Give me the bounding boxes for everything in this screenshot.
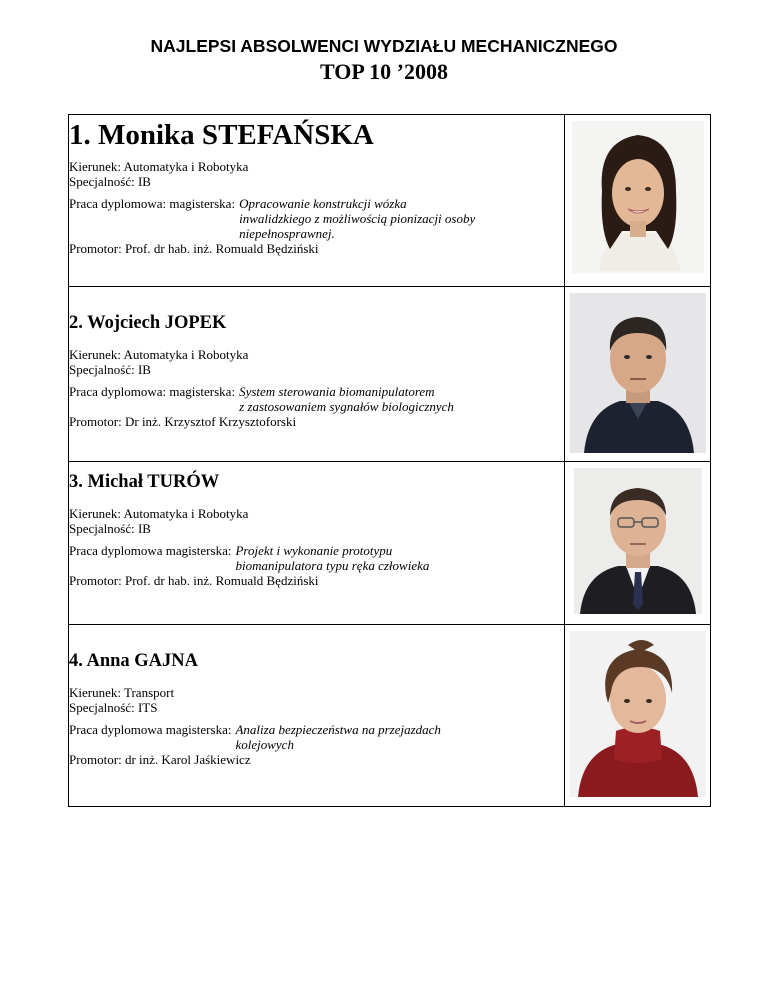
thesis-label: Praca dyplomowa magisterska:	[69, 722, 232, 737]
portrait-woman-icon	[570, 631, 706, 797]
thesis-title: Opracowanie konstrukcji wózka inwalidzkiego z możliwością pionizacji osoby niepełnosprawnej.	[239, 196, 476, 241]
graduate-promotor: Promotor: dr inż. Karol Jaśkiewicz	[69, 752, 251, 767]
graduate-thesis	[69, 384, 564, 414]
thesis-title: Analiza bezpieczeństwa na przejazdach kolejowych	[235, 722, 441, 752]
graduate-promotor: Promotor: Prof. dr hab. inż. Romuald Będziński	[69, 241, 319, 256]
graduate-specjalnosc: Specjalność: IB	[69, 521, 151, 536]
graduate-promotor: Promotor: Dr inż. Krzysztof Krzysztoforski	[69, 414, 297, 429]
graduate-name: 2. Wojciech JOPEK	[69, 313, 227, 333]
graduate-thesis	[69, 196, 564, 241]
graduate-row	[69, 115, 711, 287]
graduate-photo-cell	[565, 115, 711, 287]
graduate-kierunek: Kierunek: Transport	[69, 685, 175, 700]
portrait-man-glasses-icon	[574, 468, 702, 614]
page-subheading: TOP 10 ’2008	[320, 59, 448, 84]
graduate-row	[69, 462, 711, 625]
thesis-label: Praca dyplomowa magisterska:	[69, 543, 232, 558]
graduate-info	[69, 462, 565, 625]
portrait-man-icon	[570, 293, 706, 453]
thesis-label: Praca dyplomowa: magisterska:	[69, 196, 236, 211]
graduates-table	[68, 114, 711, 807]
graduate-thesis	[69, 543, 564, 573]
graduate-thesis	[69, 722, 564, 752]
thesis-title: System sterowania biomanipulatorem z zastosowaniem sygnałów biologicznych	[239, 384, 454, 414]
thesis-label: Praca dyplomowa: magisterska:	[69, 384, 236, 399]
graduate-specjalnosc: Specjalność: ITS	[69, 700, 158, 715]
graduate-kierunek: Kierunek: Automatyka i Robotyka	[69, 159, 249, 174]
graduate-info	[69, 625, 565, 807]
graduate-photo-cell	[565, 625, 711, 807]
graduate-row	[69, 287, 711, 462]
graduate-name: 3. Michał TURÓW	[69, 472, 220, 492]
portrait-woman-icon	[572, 121, 704, 273]
graduate-specjalnosc: Specjalność: IB	[69, 362, 151, 377]
graduate-kierunek: Kierunek: Automatyka i Robotyka	[69, 347, 249, 362]
graduate-info	[69, 115, 565, 287]
graduate-photo-cell	[565, 462, 711, 625]
graduate-promotor: Promotor: Prof. dr hab. inż. Romuald Będziński	[69, 573, 319, 588]
graduate-photo-cell	[565, 287, 711, 462]
graduate-name: 4. Anna GAJNA	[69, 651, 199, 671]
graduate-name: 1. Monika STEFAŃSKA	[69, 119, 374, 151]
graduate-kierunek: Kierunek: Automatyka i Robotyka	[69, 506, 249, 521]
graduate-info	[69, 287, 565, 462]
graduate-row	[69, 625, 711, 807]
thesis-title: Projekt i wykonanie prototypu biomanipulatora typu ręka człowieka	[235, 543, 430, 573]
page-heading: NAJLEPSI ABSOLWENCI WYDZIAŁU MECHANICZNEGO	[150, 36, 618, 56]
graduate-specjalnosc: Specjalność: IB	[69, 174, 151, 189]
